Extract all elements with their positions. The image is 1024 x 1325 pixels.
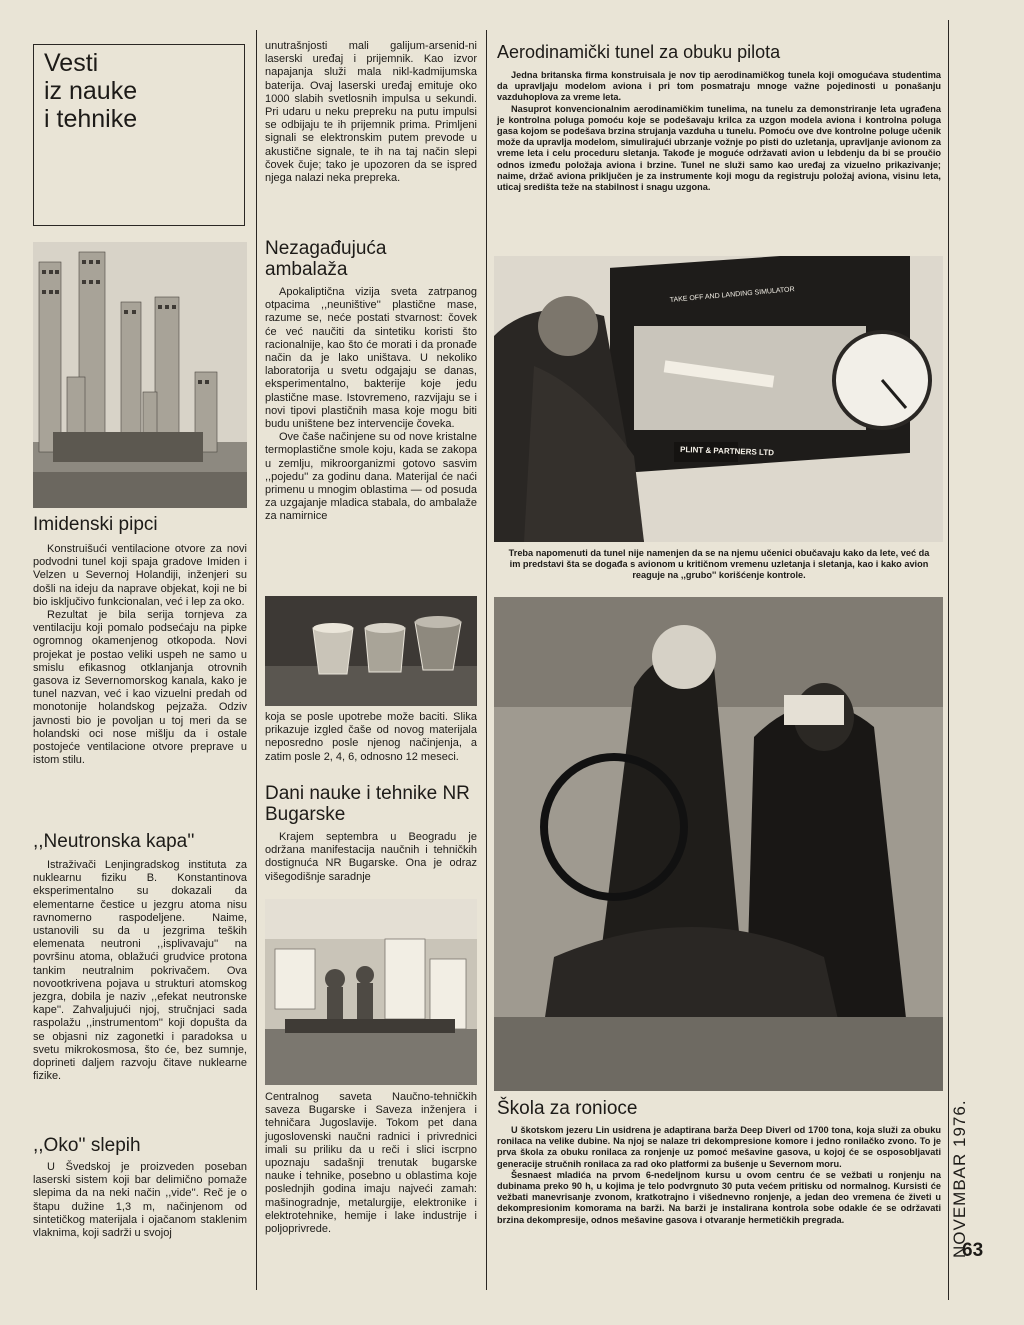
article-title: Škola za ronioce bbox=[497, 1098, 638, 1119]
paragraph: Centralnog saveta Naučno-tehničkih saveza Bugarske i Saveza inženjera i tehničara Jugoslavije. Tokom pet dana jugoslovenski naučni radnici i privrednici imali su priliku da u reči i slici iscrpno upoznaju sadašnji trenutak bugarske nauke i tehnike, posebno u oblastima koje poslednjih godina imaju najveći zamah: mašinogradnje, metalurgije, elektronike i elektrotehnike, hemije i lake industrije i poljoprivrede. bbox=[265, 1091, 477, 1236]
article-body bbox=[497, 70, 941, 193]
paragraph: koja se posle upotrebe može baciti. Slika prikazuje izgled čaše od novog materijala neposredno posle njenog načinjenja, a zatim posle 2, 4, 6, odnosno 12 meseci. bbox=[265, 711, 477, 763]
article-title: Aerodinamički tunel za obuku pilota bbox=[497, 42, 781, 62]
page-number: 63 bbox=[962, 1240, 984, 1261]
biodegradable-cups-photo bbox=[265, 596, 477, 706]
article-body bbox=[265, 831, 477, 884]
wind-tunnel-photo bbox=[494, 256, 943, 542]
paragraph: Krajem septembra u Beogradu je održana manifestacija naučnih i tehničkih dostignuća NR Bugarske. Ona je odraz višegodišnje saradnje bbox=[265, 831, 477, 883]
article-body bbox=[265, 286, 477, 524]
title-line: Bugarske bbox=[265, 804, 346, 825]
article-body bbox=[33, 1161, 247, 1240]
divers-barge-photo bbox=[494, 597, 943, 1091]
title-line: Dani nauke i tehnike NR bbox=[265, 783, 470, 804]
paragraph: U škotskom jezeru Lin usidrena je adaptirana barža Deep Diverl od 1700 tona, koja služi za obuku ronilaca na velike dubine. Na njoj se nalaze tri dekompresione komore i jedno ronilačko zvono. To je prva škola za obuku ronilaca za ronjenje uz pomoć mešavine gasova, u kojoj će se osposobljavati generacije stručnih ronilaca za rad oko platformi za bušenje u Severnom moru. bbox=[497, 1125, 941, 1169]
paragraph: Apokaliptična vizija sveta zatrpanog otpacima ,,neuništive'' plastične mase, razume se, neće postati stvarnost: čovek će već naučiti da sintetiku koristi što racionalnije, kao što će morati i da pronađe način da je lako uništava. U nekoliko laboratorija u svetu odgajaju se danas, eksperimentalno, bakterije koje jedu plastične mase. Istovremeno, razvijaju se i novi tipovi plastičnih masa koje mogu biti budu uništene bez intervencije čoveka. bbox=[265, 286, 477, 431]
article-title: ,,Neutronska kapa'' bbox=[33, 831, 195, 852]
article-body-continued bbox=[265, 1091, 477, 1236]
section-title-box bbox=[33, 44, 245, 226]
title-line: ambalaža bbox=[265, 259, 348, 280]
issue-date: NOVEMBAR 1976. bbox=[950, 1099, 969, 1258]
paragraph: unutrašnjosti mali galijum-arsenid-ni laserski uređaj i prijemnik. Kao izvor napajanja služi mala nikl-kadmijumska baterija. Ovaj laserski uređaj emituje oko 1000 slabih svetlosnih impulsa u sekundi. Pri udaru u neku prepreku na putu impulsi se odbijaju te ih prijemnik prima. Primljeni signali se elektronskim putem prevode u akustične signale, te ih na taj način slepi čovek čuje; tako je upozoren da se ispred njega nalazi neka prepreka. bbox=[265, 40, 477, 185]
article-body bbox=[33, 543, 247, 767]
section-title-line: iz nauke bbox=[44, 77, 138, 105]
section-title-line: i tehnike bbox=[44, 105, 138, 133]
simulator-label: TAKE OFF AND LANDING SIMULATOR bbox=[669, 286, 795, 304]
paragraph: U Švedskoj je proizveden poseban laserski sistem koji bar delimično pomaže slepima da na neki način ,,vide''. Reč je o štapu dužine 1,3 m, načinjenom od sintetičkog materijala i ojačanom staklenim vlaknima, koji sadrži u svojoj bbox=[33, 1161, 247, 1240]
paragraph: Jedna britanska firma konstruisala je nov tip aerodinamičkog tunela koji omogućava studentima da upravljaju modelom aviona i pri tom posmatraju mnoge važne pojedinosti u ponašanju vazduhoplova za vreme leta. bbox=[497, 70, 941, 103]
article-body bbox=[497, 1125, 941, 1226]
bulgarian-factory-photo bbox=[265, 899, 477, 1085]
photo-caption: Treba napomenuti da tunel nije namenjen da se na njemu učenici obučavaju kako da lete, već da im predstavi šta se događa s avionom u kritičnom vremenu uzletanja i sletanja, kao i kako avion reaguje na ,,grubo'' korišćenje kontrole. bbox=[508, 548, 930, 580]
paragraph: Šesnaest mladića na prvom 6-nedeljnom kursu u ovom centru će se vežbati u ronjenju na dubinama preko 90 h, u kojima je telo podvrgnuto 30 puta većem pritisku od normalnog. Kursisti će vežbati manevrisanje zvonom, kratkotrajno i višednevno ronjenje, a jedan deo vremena će živeti u dekompresionim komorama na barži. Na barži je instalirana kontrola sobe odakle će se održavati brzina dekompresije, odnos mešavine gasova i otvaranje hermetičkih pregrada. bbox=[497, 1169, 941, 1225]
column-rule bbox=[256, 30, 257, 1290]
title-line: Nezagađujuća bbox=[265, 238, 387, 259]
paragraph: Rezultat je bila serija tornjeva za ventilaciju koji pomalo podsećaju na pipke ogromnog okamenjenog otkopoda. Novi projekat je postao veliki uspeh ne samo u smislu efikasnog otklanjanja otrovnih gasova iz Severnomorskog kanala, kako je tunel nazvan, već i kao vizuelni predah od monotonije holandskog pejzaža. Odziv javnosti bio je povoljan u toj meri da se holandski oci nose mišlju da i ostale postojeće ventilacione otvore prepravе u istom stilu. bbox=[33, 609, 247, 767]
paragraph: Ove čaše načinjene su od nove kristalne termoplastične smole koju, kada se zakopa u zemlju, mikroorganizmi gotovo sasvim ,,pojedu'' za godinu dana. Materijal će naći primenu u mnogim oblastima — od posuda za uzgajanje mladica stabala, do ambalaže za namirnice bbox=[265, 431, 477, 523]
article-title: ,,Oko'' slepih bbox=[33, 1135, 141, 1156]
article-title bbox=[265, 238, 386, 280]
column-rule bbox=[486, 30, 487, 1290]
paragraph: Nasuprot konvencionalnim aerodinamičkim tunelima, na tunelu za demonstriranje leta ugrađena je kontrolna poluga pomoću koje se podešavaju krilca za uzgon modela aviona i kontrolna poluga gasa kojom se podešava brzina strujanja vazduha u tunelu. Pomoću ove dve kontrolne poluge učenik može da upravlja modelom, simulirajući ubrzanje vožnje po pisti do uzletanja, upravljanje avionom za vreme leta i celu proceduru sletanja. Takođe je moguće održavati avion u lebdenju da bi se proučio odnos između položaja aviona i brzine. Tunel ne služi samo kao uređaj za vizuelno prikazivanje; naime, držač aviona priključen je za instrumente koji mogu da registruju položaj aviona, visinu leta, uticaj središta teže na stabilnost i snagu uzgona. bbox=[497, 103, 941, 193]
article-body-continued bbox=[265, 40, 477, 185]
article-title: Imidenski pipci bbox=[33, 514, 158, 535]
article-body bbox=[33, 859, 247, 1083]
manufacturer-label: PLINT & PARTNERS LTD bbox=[679, 445, 775, 458]
ventilation-towers-photo bbox=[33, 242, 247, 508]
section-title-line: Vesti bbox=[44, 49, 99, 77]
article-title bbox=[265, 783, 470, 825]
article-body-continued bbox=[265, 711, 477, 764]
paragraph: Konstruišući ventilacione otvore za novi podvodni tunel koji spaja gradove Imiden i Velzen u Severnoj Holandiji, inženjeri su došli na ideju da naprave objekat, koji ne bi bio isključivo funkcionalan, već i lep za oko. bbox=[33, 543, 247, 608]
paragraph: Istraživači Lenjingradskog instituta za nuklearnu fiziku B. Konstantinova eksperimentalno su dokazali da elementarne čestice u jezgru atoma nisu ravnomerno raspodeljene. Naime, ustanovili su da u jezgrima teških elemenata neutroni ,,isplivavaju'' na površinu atoma, oblažući grudvice protona tankim neutralnim pokrivačem. Ova novootkrivena pojava u strukturi atomskog jezgra, dobila je naziv ,,efekat neutronske kape''. Zahvaljujući njoj, stručnjaci sada raspolažu ,,instrumentom'' koji dopušta da se objasni niz zagonetki i paradoksa u svetu mikrokosmosa, što će, bez sumnje, doprineti daljem razvoju čitave nuklearne fizike. bbox=[33, 859, 247, 1083]
